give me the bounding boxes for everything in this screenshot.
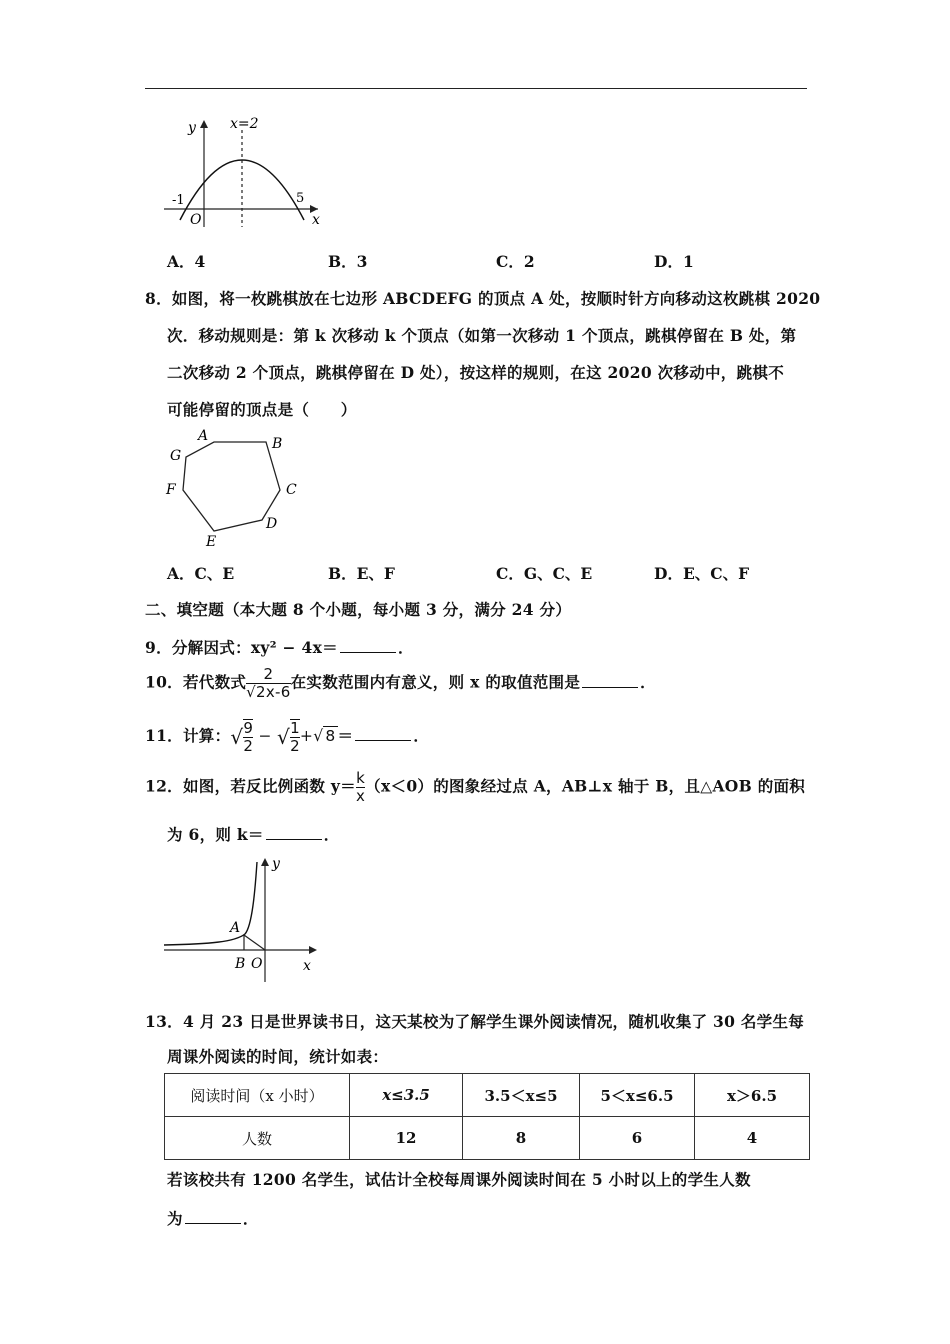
- q10-fraction: [246, 666, 290, 701]
- q8-line-1: 8．如图，将一枚跳棋放在七边形 ABCDEFG 的顶点 A 处，按顺时针方向移动这枚跳棋 2020: [145, 289, 821, 308]
- q8-line-2: 次．移动规则是：第 k 次移动 k 个顶点（如第一次移动 1 个顶点，跳棋停留在 B 处，第: [167, 326, 797, 345]
- q8-option-d[interactable]: D．E、C、F: [654, 564, 750, 583]
- q10-prefix: 10．若代数式: [145, 672, 247, 692]
- vertex-b-label: B: [272, 436, 283, 452]
- section-2-heading: 二、填空题（本大题 8 个小题，每小题 3 分，满分 24 分）: [145, 600, 572, 619]
- q9-answer-blank[interactable]: [340, 638, 396, 653]
- hyperbola-figure: [160, 852, 330, 987]
- q8-option-b[interactable]: B．E、F: [328, 564, 395, 583]
- header-cell: 5＜x≤6.5: [580, 1074, 695, 1117]
- q7-option-b[interactable]: B．3: [328, 252, 368, 271]
- origin-o-label: O: [251, 956, 263, 972]
- q8-line-4: 可能停留的顶点是（ ）: [167, 400, 357, 419]
- axis-of-symmetry-label: x=2: [230, 116, 259, 132]
- q10-middle: 在实数范围内有意义，则 x 的取值范围是: [290, 672, 581, 692]
- vertex-f-label: F: [166, 482, 176, 498]
- vertex-d-label: D: [266, 516, 278, 532]
- row-label-cell: 人数: [165, 1117, 350, 1160]
- q8-option-a[interactable]: A．C、E: [167, 564, 235, 583]
- q9-suffix: ．: [397, 638, 414, 657]
- q10-den: √2x-6: [246, 683, 291, 701]
- header-cell: x＞6.5: [695, 1074, 810, 1117]
- root-neg1-label: -1: [172, 193, 185, 208]
- q11-answer-blank[interactable]: [355, 726, 411, 741]
- q13-line-2: 周课外阅读的时间，统计如表：: [167, 1047, 389, 1066]
- q12-line-1: 12．如图，若反比例函数 y＝ $\frac{k}{x}$ （x＜0）的图象经过点 A，AB⊥x 轴于 B，且△AOB 的面积: [145, 769, 806, 805]
- q12-fraction: $\frac{k}{x}$: [355, 769, 366, 805]
- q11-root: 8: [325, 727, 336, 745]
- value-cell: 6: [580, 1117, 695, 1160]
- x-axis-label: x: [303, 958, 311, 974]
- q12-answer-blank[interactable]: [266, 825, 322, 840]
- point-b-label: B: [235, 956, 246, 972]
- q11-suffix: ．: [413, 726, 430, 745]
- x-axis-label: x: [312, 212, 320, 228]
- vertex-c-label: C: [286, 482, 297, 498]
- q10-answer-blank[interactable]: [582, 673, 638, 688]
- root-5-label: 5: [296, 191, 305, 206]
- q10: [145, 666, 656, 701]
- q13-line-3: 若该校共有 1200 名学生，试估计全校每周课外阅读时间在 5 小时以上的学生人数: [167, 1170, 751, 1189]
- table-row: [165, 1117, 810, 1160]
- y-axis-label: y: [272, 856, 280, 872]
- q7-option-a[interactable]: A．4: [167, 252, 206, 271]
- q13-line-1: 13．4 月 23 日是世界读书日，这天某校为了解学生课外阅读情况，随机收集了 30 名学生每: [145, 1012, 805, 1031]
- vertex-a-label: A: [198, 428, 209, 444]
- value-cell: 4: [695, 1117, 810, 1160]
- value-cell: 8: [463, 1117, 580, 1160]
- q10-num: 2: [263, 665, 274, 683]
- point-a-label: A: [230, 920, 241, 936]
- q7-option-d[interactable]: D．1: [654, 252, 694, 271]
- q8-option-c[interactable]: C．G、C、E: [496, 564, 593, 583]
- q7-option-c[interactable]: C．2: [496, 252, 535, 271]
- q9: [145, 636, 414, 658]
- parabola-figure: [158, 112, 338, 232]
- value-cell: 12: [350, 1117, 463, 1160]
- q11-frac-2: $\frac{1}{2}$: [290, 719, 300, 755]
- q13-answer-blank[interactable]: [185, 1209, 241, 1224]
- header-rule: [145, 88, 807, 89]
- heptagon-figure: [160, 424, 310, 554]
- table-header-row: [165, 1074, 810, 1117]
- q11-frac-1: $\frac{9}{2}$: [243, 719, 254, 755]
- y-axis-label: y: [188, 120, 196, 136]
- q8-line-3: 二次移动 2 个顶点，跳棋停留在 D 处），按这样的规则，在这 2020 次移动中，跳棋不: [167, 363, 784, 382]
- q10-suffix: ．: [640, 672, 656, 692]
- vertex-g-label: G: [170, 448, 182, 464]
- q11-prefix: 11．计算：: [145, 726, 231, 745]
- q11: 11．计算：√ $\frac{9}{2}$ − √ $\frac{1}{2}$ +√ 8 ＝ ．: [145, 719, 430, 755]
- header-cell: 阅读时间（x 小时）: [165, 1074, 350, 1117]
- q12-line-2: 为 6，则 k＝ ．: [167, 825, 340, 844]
- q13-line-4: 为 ．: [167, 1209, 259, 1228]
- q9-text: 9．分解因式：xy² − 4x＝: [145, 638, 338, 657]
- origin-label: O: [190, 212, 202, 228]
- header-cell: x≤3.5: [350, 1074, 463, 1117]
- header-cell: 3.5＜x≤5: [463, 1074, 580, 1117]
- reading-time-table: [164, 1073, 810, 1160]
- vertex-e-label: E: [206, 534, 217, 550]
